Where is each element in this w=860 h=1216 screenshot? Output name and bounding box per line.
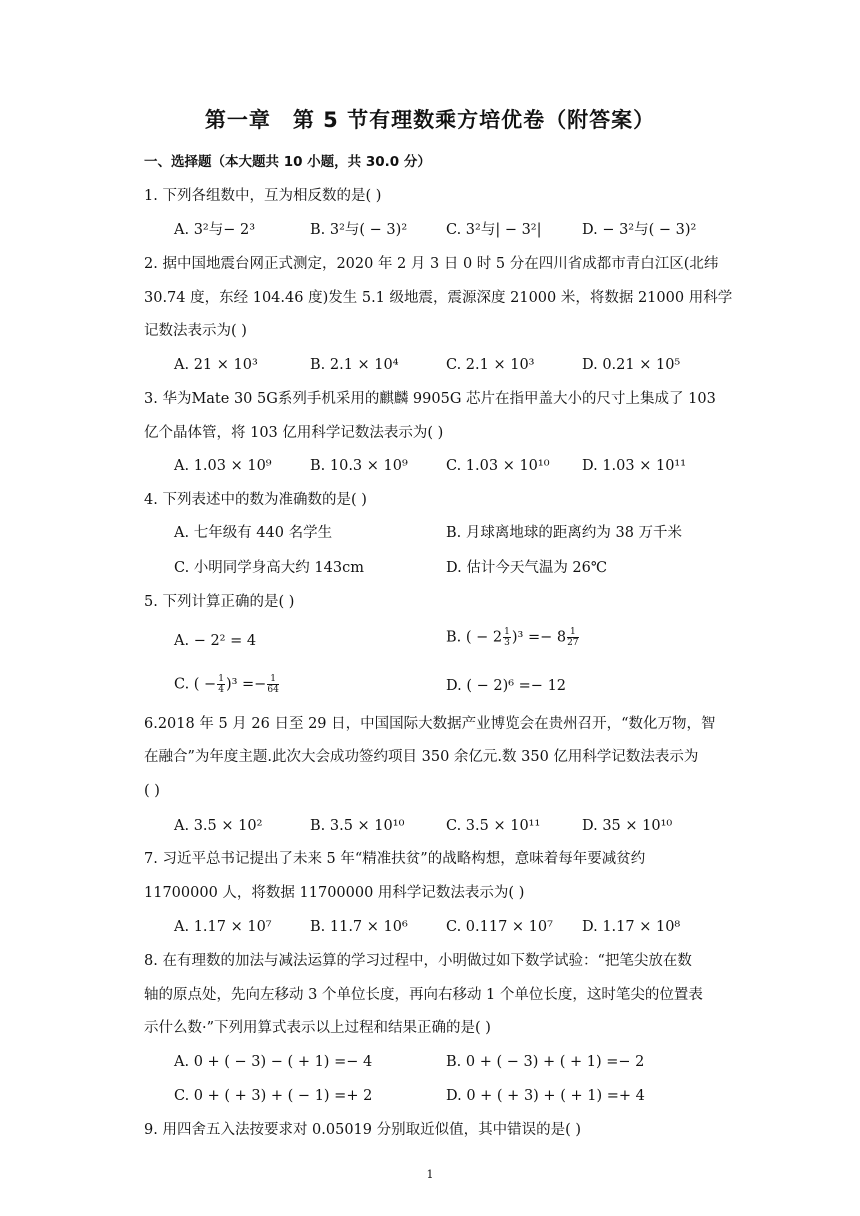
question-3-option-b: B. 10.3 × 10⁹ bbox=[310, 458, 408, 474]
question-8-option-c: C. 0 + ( + 3) + ( − 1) =+ 2 bbox=[174, 1088, 373, 1104]
question-3-line-2: 亿个晶体管，将 103 亿用科学记数法表示为( ) bbox=[144, 425, 444, 441]
question-2-line-1: 2. 据中国地震台网正式测定，2020 年 2 月 3 日 0 时 5 分在四川省成都市青白江区(北纬 bbox=[144, 256, 719, 272]
mixed-fraction bbox=[503, 627, 511, 648]
question-8-option-a: A. 0 + ( − 3) − ( + 1) =− 4 bbox=[174, 1054, 373, 1070]
fraction-denominator: 4 bbox=[218, 685, 224, 695]
question-3-option-d: D. 1.03 × 10¹¹ bbox=[582, 458, 687, 474]
fraction-denominator: 27 bbox=[567, 638, 579, 648]
question-2-line-3: 记数法表示为( ) bbox=[144, 323, 247, 339]
question-1-option-a: A. 3²与− 2³ bbox=[174, 222, 256, 238]
question-6-line-1: 6.2018 年 5 月 26 日至 29 日，中国国际大数据产业博览会在贵州召开，“数化万物，智 bbox=[144, 716, 716, 732]
question-5-option-b bbox=[446, 627, 580, 648]
question-5-option-a: A. − 2² = 4 bbox=[174, 633, 257, 649]
question-2-line-2: 30.74 度，东经 104.46 度)发生 5.1 级地震，震源深度 21000 米，将数据 21000 用科学 bbox=[144, 290, 733, 306]
fraction bbox=[567, 627, 578, 648]
question-3-option-a: A. 1.03 × 10⁹ bbox=[174, 458, 272, 474]
question-6-option-c: C. 3.5 × 10¹¹ bbox=[446, 818, 541, 834]
question-2-option-b: B. 2.1 × 10⁴ bbox=[310, 357, 399, 373]
question-2-option-d: D. 0.21 × 10⁵ bbox=[582, 357, 681, 373]
question-8-line-1: 8. 在有理数的加法与减法运算的学习过程中，小明做过如下数学试验：“把笔尖放在数 bbox=[144, 953, 692, 969]
question-2-option-c: C. 2.1 × 10³ bbox=[446, 357, 535, 373]
question-1-option-b: B. 3²与( − 3)² bbox=[310, 222, 408, 238]
question-8-line-2: 轴的原点处，先向左移动 3 个单位长度，再向右移动 1 个单位长度，这时笔尖的位置表 bbox=[144, 987, 703, 1003]
fraction-denominator: 3 bbox=[504, 638, 510, 648]
question-3-option-c: C. 1.03 × 10¹⁰ bbox=[446, 458, 550, 474]
fraction-numerator: 1 bbox=[567, 627, 578, 638]
question-7-option-d: D. 1.17 × 10⁸ bbox=[582, 919, 681, 935]
question-4-option-b: B. 月球离地球的距离约为 38 万千米 bbox=[446, 525, 683, 541]
fraction bbox=[217, 674, 225, 695]
page-title: 第一章 第 5 节有理数乘方培优卷（附答案） bbox=[204, 108, 656, 132]
question-7-option-c: C. 0.117 × 10⁷ bbox=[446, 919, 553, 935]
question-5-option-c-middle: )³ =− bbox=[225, 676, 267, 693]
question-3-line-1: 3. 华为Mate 30 5G系列手机采用的麒麟 9905G 芯片在指甲盖大小的尺寸上集成了 103 bbox=[144, 391, 716, 407]
question-6-line-3: ( ) bbox=[144, 783, 160, 799]
question-4-stem: 4. 下列表述中的数为准确数的是( ) bbox=[144, 492, 367, 508]
question-5-option-b-prefix: B. ( − 2 bbox=[446, 629, 503, 646]
question-4-option-a: A. 七年级有 440 名学生 bbox=[174, 525, 333, 541]
question-5-stem: 5. 下列计算正确的是( ) bbox=[144, 594, 295, 610]
question-4-option-c: C. 小明同学身高大约 143cm bbox=[174, 560, 364, 576]
page-number: 1 bbox=[426, 1168, 434, 1181]
question-6-option-b: B. 3.5 × 10¹⁰ bbox=[310, 818, 405, 834]
question-7-option-b: B. 11.7 × 10⁶ bbox=[310, 919, 408, 935]
question-6-line-2: 在融合”为年度主题.此次大会成功签约项目 350 余亿元.数 350 亿用科学记数法表示为 bbox=[144, 749, 699, 765]
question-5-option-c bbox=[174, 674, 280, 695]
question-8-option-d: D. 0 + ( + 3) + ( + 1) =+ 4 bbox=[446, 1088, 645, 1104]
question-7-option-a: A. 1.17 × 10⁷ bbox=[174, 919, 272, 935]
question-4-option-d: D. 估计今天气温为 26℃ bbox=[446, 560, 608, 576]
question-6-option-d: D. 35 × 10¹⁰ bbox=[582, 818, 673, 834]
question-5-option-b-middle: )³ =− 8 bbox=[511, 629, 567, 646]
question-7-line-1: 7. 习近平总书记提出了未来 5 年“精准扶贫”的战略构想，意味着每年要减贫约 bbox=[144, 851, 646, 867]
fraction-numerator: 1 bbox=[504, 627, 510, 637]
fraction bbox=[267, 674, 278, 695]
question-5-option-c-prefix: C. ( − bbox=[174, 676, 217, 693]
section-heading: 一、选择题（本大题共 10 小题，共 30.0 分） bbox=[144, 154, 431, 170]
question-7-line-2: 11700000 人，将数据 11700000 用科学记数法表示为( ) bbox=[144, 885, 525, 901]
question-9-stem: 9. 用四舍五入法按要求对 0.05019 分别取近似值，其中错误的是( ) bbox=[144, 1122, 582, 1138]
question-1-option-c: C. 3²与| − 3²| bbox=[446, 222, 542, 238]
question-6-option-a: A. 3.5 × 10² bbox=[174, 818, 263, 834]
question-5-option-d: D. ( − 2)⁶ =− 12 bbox=[446, 678, 567, 694]
question-1-stem: 1. 下列各组数中，互为相反数的是( ) bbox=[144, 188, 382, 204]
fraction-denominator: 64 bbox=[267, 685, 279, 695]
fraction-numerator: 1 bbox=[218, 674, 224, 684]
question-8-option-b: B. 0 + ( − 3) + ( + 1) =− 2 bbox=[446, 1054, 645, 1070]
question-8-line-3: 示什么数·”下列用算式表示以上过程和结果正确的是( ) bbox=[144, 1020, 491, 1036]
fraction-numerator: 1 bbox=[267, 674, 278, 685]
question-2-option-a: A. 21 × 10³ bbox=[174, 357, 258, 373]
question-1-option-d: D. − 3²与( − 3)² bbox=[582, 222, 697, 238]
